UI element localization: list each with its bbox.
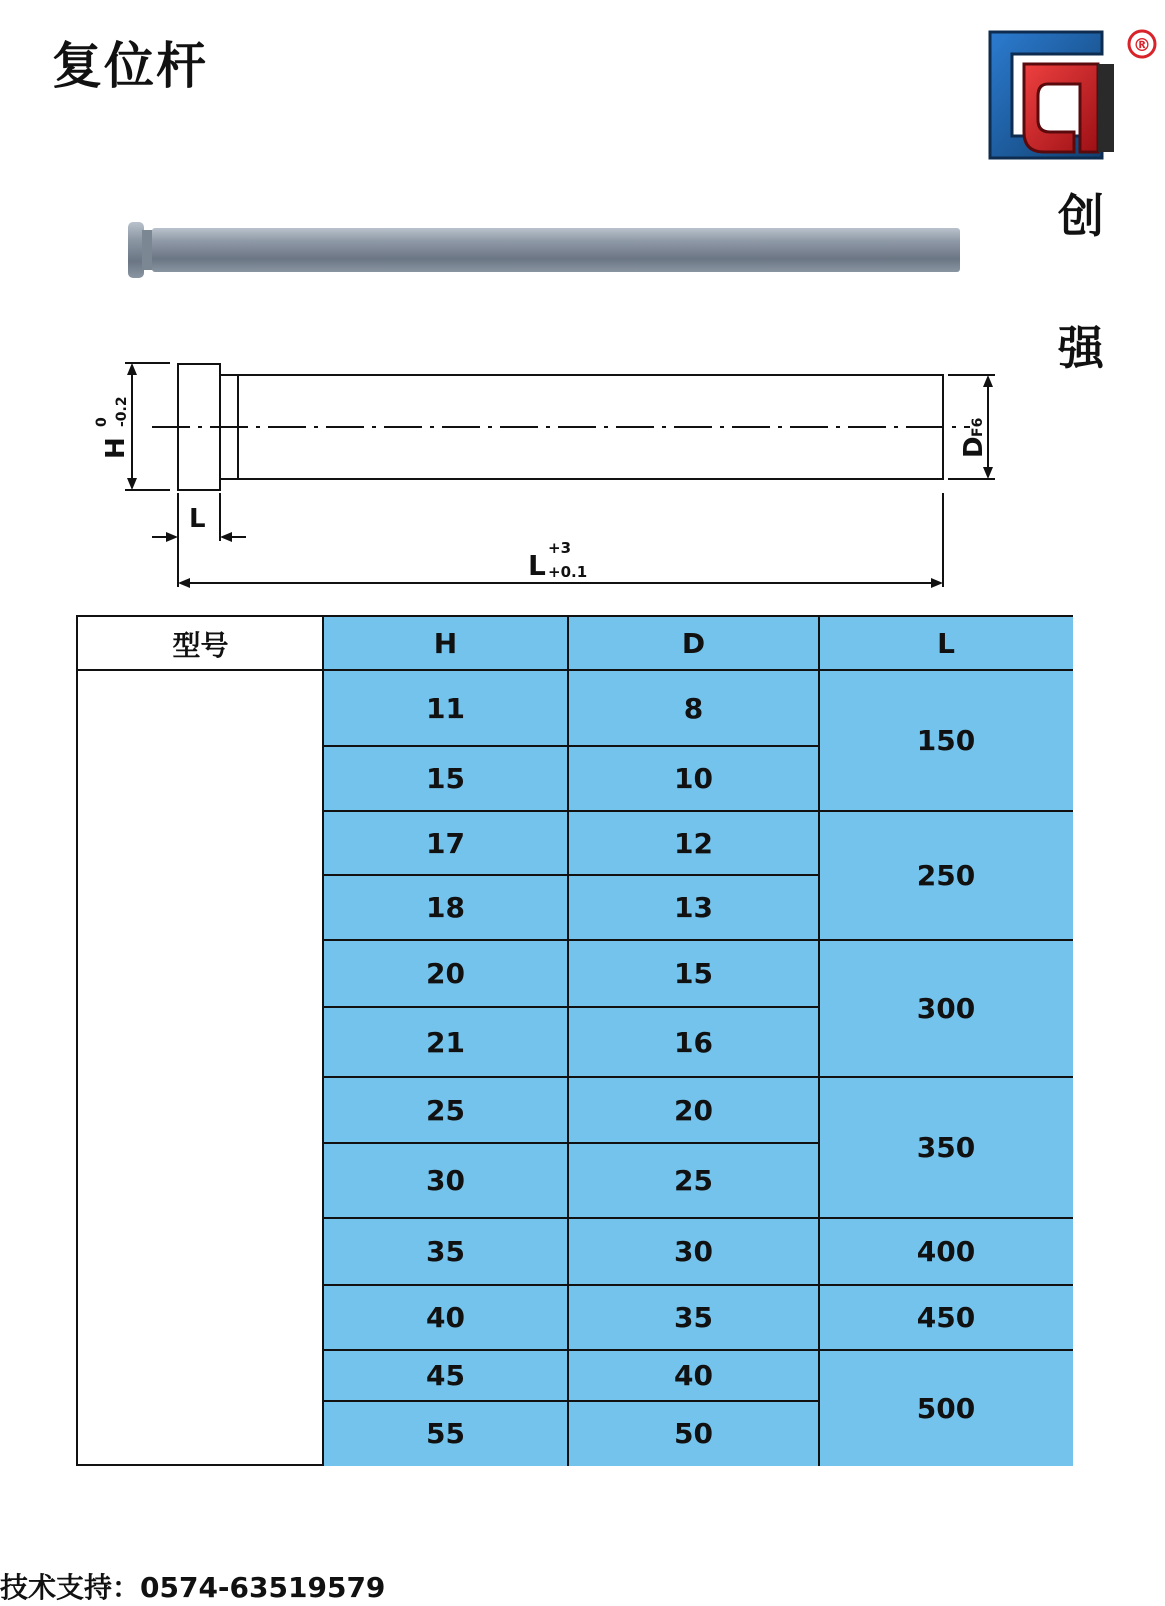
dim-d-sub: F6 (970, 417, 986, 437)
grid-line (323, 1076, 1073, 1078)
dim-h-label: H (101, 437, 131, 459)
grid-line (323, 1400, 819, 1402)
cell-d-8: 25 (674, 1164, 713, 1197)
cell-h-4: 18 (426, 891, 465, 924)
cell-h-11: 45 (426, 1359, 465, 1392)
cell-d-6: 16 (674, 1025, 713, 1059)
technical-drawing (90, 355, 1030, 605)
header-model: 型号 (172, 628, 229, 662)
brand-char-1: 创 (1058, 189, 1104, 243)
registered-mark: ® (1133, 35, 1151, 56)
cell-d-12: 50 (674, 1417, 713, 1450)
cell-l-2: 250 (916, 859, 976, 892)
grid-line (323, 1217, 1073, 1219)
cell-l-5: 400 (916, 1235, 976, 1268)
cell-d-3: 12 (674, 826, 713, 860)
cell-h-7: 25 (426, 1093, 465, 1127)
grid-line (323, 810, 1073, 812)
product-photo (128, 220, 990, 286)
spec-table (76, 615, 1073, 1466)
cell-d-9: 30 (674, 1235, 713, 1268)
brand-logo (982, 24, 1160, 174)
grid-line (323, 745, 819, 747)
dim-d-label: D (959, 436, 989, 458)
dim-h-tol-lower: -0.2 (114, 396, 130, 427)
cell-d-2: 10 (674, 762, 713, 795)
cell-h-5: 20 (426, 957, 465, 990)
cell-h-6: 21 (426, 1025, 465, 1059)
dim-h-tol-upper: 0 (94, 417, 110, 427)
dim-l-head-label: L (189, 504, 206, 534)
cell-d-1: 8 (683, 691, 704, 725)
dim-l-total-label: L (528, 549, 546, 582)
cell-d-11: 40 (674, 1359, 713, 1392)
cell-h-9: 35 (426, 1235, 465, 1268)
header-h: H (433, 627, 458, 660)
cell-l-7: 500 (916, 1391, 976, 1425)
dim-l-tol-lower: +0.1 (548, 563, 588, 581)
cell-d-5: 15 (674, 957, 713, 990)
grid-line (323, 1142, 819, 1144)
grid-line (78, 669, 1073, 671)
cell-l-6: 450 (916, 1301, 976, 1334)
cell-h-12: 55 (426, 1417, 465, 1450)
cell-h-10: 40 (426, 1301, 465, 1334)
grid-line (323, 939, 1073, 941)
footer-contact: 技术支持：0574-63519579 (0, 1571, 386, 1604)
cell-h-8: 30 (426, 1164, 465, 1197)
grid-line (323, 1006, 819, 1008)
cell-h-2: 15 (426, 762, 465, 795)
cell-l-3: 300 (916, 992, 976, 1025)
grid-line (323, 874, 819, 876)
grid-line (323, 1349, 1073, 1351)
cell-h-1: 11 (426, 691, 465, 725)
grid-line (323, 1284, 1073, 1286)
cell-h-3: 17 (426, 826, 465, 860)
cell-l-1: 150 (916, 724, 976, 757)
cell-d-10: 35 (674, 1301, 713, 1334)
dim-l-tol-upper: +3 (548, 539, 572, 557)
cell-d-7: 20 (674, 1093, 713, 1127)
header-d: D (681, 627, 706, 660)
header-l: L (937, 627, 955, 660)
brand-char-2: 强 (1058, 321, 1104, 375)
cell-l-4: 350 (916, 1131, 976, 1164)
cell-d-4: 13 (674, 891, 713, 924)
page-title: 复位杆 (52, 37, 208, 95)
